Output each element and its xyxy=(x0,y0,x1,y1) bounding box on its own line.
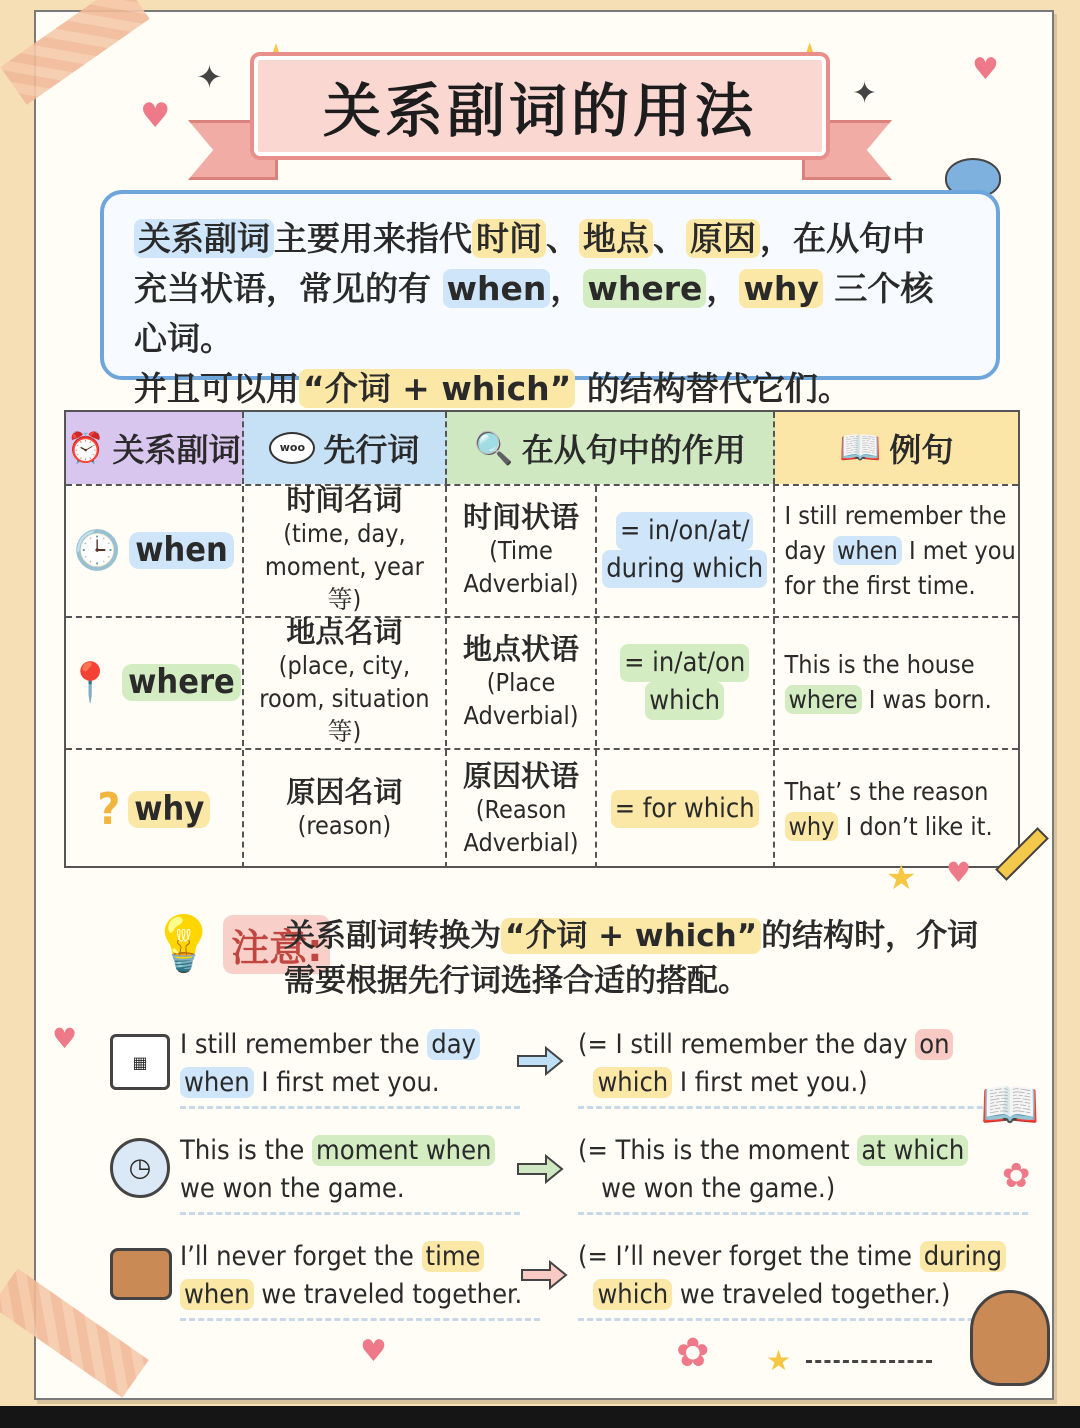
clock-icon: 🕒 xyxy=(73,527,122,572)
calendar-icon: ▦ xyxy=(110,1034,170,1090)
example-text: we won the game.) xyxy=(601,1173,836,1204)
antecedent-cn: 时间名词 xyxy=(286,483,403,517)
example-which: which xyxy=(593,1279,672,1310)
example-text: we traveled together.) xyxy=(672,1279,951,1310)
star-icon: ★ xyxy=(766,1344,792,1377)
header-function xyxy=(447,412,774,484)
cell-antecedent xyxy=(244,483,448,614)
example-text: I first met you.) xyxy=(672,1067,868,1098)
role-cn: 时间状语 xyxy=(463,499,580,534)
example-antecedent: day xyxy=(427,1029,480,1060)
header-antecedent xyxy=(244,412,448,484)
arrow-right-icon xyxy=(520,1260,568,1290)
example-2-rewrite xyxy=(578,1132,1028,1215)
intro-text: 、 xyxy=(546,219,579,258)
cell-role xyxy=(447,750,597,868)
cell-role xyxy=(447,618,597,746)
cell-adverb xyxy=(66,750,244,868)
example-text: we won the game. xyxy=(180,1173,405,1204)
example-highlight: why xyxy=(785,812,839,841)
intro-text: 、 xyxy=(653,219,686,258)
example-2-original xyxy=(180,1132,520,1215)
cell-antecedent xyxy=(244,750,448,868)
header-label: 先行词 xyxy=(323,431,420,469)
example-adverb: when xyxy=(180,1279,254,1310)
example-sentence xyxy=(785,647,1019,717)
antecedent-en: (reason) xyxy=(297,811,392,840)
heart-icon: ♥ xyxy=(946,856,972,889)
example-text: I don’t like it. xyxy=(845,812,993,841)
equivalent-b: which xyxy=(645,682,724,720)
equivalent-a: = for which xyxy=(611,790,759,828)
intro-text: 三个核心词。 xyxy=(134,269,934,358)
flower-icon: ✿ xyxy=(676,1330,710,1376)
intro-text: ， xyxy=(550,269,584,308)
star-icon: ★ xyxy=(886,858,917,898)
cell-example xyxy=(775,486,1019,614)
table-row-where xyxy=(66,616,1018,746)
antecedent-cn: 原因名词 xyxy=(286,775,403,809)
cell-adverb xyxy=(66,486,244,614)
intro-time: 时间 xyxy=(472,219,546,258)
example-text: we traveled together. xyxy=(253,1279,523,1310)
heart-icon: ♥ xyxy=(52,1022,78,1055)
intro-line-1 xyxy=(134,214,966,264)
example-sentence xyxy=(785,774,1019,844)
role-en: (Time Adverbial) xyxy=(463,535,579,598)
table-header xyxy=(66,412,1018,484)
example-text: I’ll never forget the xyxy=(180,1241,422,1272)
cell-example xyxy=(775,750,1019,868)
example-text: That’ s the reason xyxy=(784,777,989,806)
example-text: This is the house xyxy=(784,650,975,679)
note-text-part: 的结构时，介词需要根据先行词选择合适的搭配。 xyxy=(284,918,979,999)
example-preposition: on xyxy=(915,1029,953,1060)
example-adverb: when xyxy=(180,1067,254,1098)
cell-equivalent xyxy=(597,750,775,868)
example-text: I still remember the day xyxy=(784,500,1007,565)
intro-place: 地点 xyxy=(579,219,653,258)
example-highlight: when xyxy=(833,536,902,565)
antecedent-en: (place, city, room, situation等) xyxy=(259,651,430,746)
note-text-part: 关系副词转换为 xyxy=(284,918,501,954)
intro-text: 充当状语，常见的有 xyxy=(134,269,443,308)
intro-structure: “介词 + which” xyxy=(299,369,575,408)
question-mark-icon: ? xyxy=(97,783,121,835)
intro-why: why xyxy=(739,269,823,308)
table-row-why xyxy=(66,748,1018,868)
cell-example xyxy=(775,618,1019,746)
adverb-where: where xyxy=(122,664,241,701)
equivalent-b: during which xyxy=(602,550,767,588)
table-row-when xyxy=(66,484,1018,614)
arrow-right-icon xyxy=(516,1154,564,1184)
intro-text: ， xyxy=(706,269,740,308)
adverb-when: when xyxy=(129,532,234,569)
intro-text: 的结构替代它们。 xyxy=(575,369,851,408)
alarm-clock-icon: ⏰ xyxy=(67,430,105,466)
role-cn: 地点状语 xyxy=(463,631,580,666)
example-text: I still remember the xyxy=(180,1029,428,1060)
header-label: 在从句中的作用 xyxy=(521,431,746,469)
relative-adverb-table xyxy=(64,410,1020,868)
intro-text: ，在从句中 xyxy=(760,219,925,258)
page-title: 关系副词的用法 xyxy=(322,77,757,145)
magnifier-icon: 🔍 xyxy=(473,429,514,467)
example-antecedent: moment when xyxy=(312,1135,495,1166)
example-text: (= This is the moment xyxy=(578,1135,858,1166)
note-label: 注意: xyxy=(223,915,330,974)
stopwatch-icon: ◷ xyxy=(110,1138,170,1198)
antecedent-cn: 地点名词 xyxy=(286,615,403,649)
sparkle-icon: ✦ xyxy=(852,76,878,111)
arrow-right-icon xyxy=(516,1046,564,1076)
antecedent-en: (time, day, moment, year等) xyxy=(264,519,424,614)
role-en: (Place Adverbial) xyxy=(463,667,579,730)
example-1-original xyxy=(180,1026,520,1109)
example-preposition: at which xyxy=(857,1135,968,1166)
intro-box xyxy=(100,190,1000,408)
note-text xyxy=(284,914,1004,1004)
intro-when: when xyxy=(443,269,551,308)
open-book-icon: 📖 xyxy=(839,428,882,468)
heart-icon: ♥ xyxy=(360,1334,387,1369)
intro-reason: 原因 xyxy=(686,219,760,258)
header-label: 关系副词 xyxy=(112,431,241,469)
adverb-why: why xyxy=(128,791,210,828)
equivalent-a: = in/at/on xyxy=(620,644,749,682)
note-structure: “介词 + which” xyxy=(501,918,761,954)
cell-adverb xyxy=(66,618,244,746)
example-text: I first met you. xyxy=(253,1067,440,1098)
intro-where: where xyxy=(583,269,706,308)
suitcase-icon xyxy=(110,1248,172,1300)
example-antecedent: time xyxy=(422,1241,485,1272)
dashed-line xyxy=(806,1360,932,1363)
lightbulb-icon: 💡 xyxy=(150,912,218,975)
example-3-rewrite xyxy=(578,1238,1028,1321)
header-relative-adverb xyxy=(66,412,244,484)
intro-line-2 xyxy=(134,264,966,364)
bottom-bar xyxy=(0,1406,1080,1428)
example-highlight: where xyxy=(785,685,862,714)
example-preposition: during xyxy=(920,1241,1006,1272)
example-1-rewrite xyxy=(578,1026,1028,1109)
bear-icon xyxy=(970,1290,1050,1386)
intro-text: 并且可以用 xyxy=(134,369,299,408)
open-book-icon: 📖 xyxy=(980,1077,1040,1133)
intro-line-3 xyxy=(134,364,966,414)
title-banner xyxy=(250,52,830,160)
heart-icon: ♥ xyxy=(140,96,171,136)
example-text: (= I’ll never forget the time xyxy=(578,1241,920,1272)
example-which: which xyxy=(593,1067,672,1098)
example-text: I met you for the first time. xyxy=(784,535,1016,600)
equivalent-a: = in/on/at/ xyxy=(616,512,753,550)
header-example xyxy=(775,412,1018,484)
example-text: (= I still remember the day xyxy=(578,1029,916,1060)
role-cn: 原因状语 xyxy=(463,758,580,793)
cell-equivalent xyxy=(597,618,775,746)
example-3-original xyxy=(180,1238,540,1321)
cell-antecedent xyxy=(244,615,448,746)
heart-icon: ♥ xyxy=(972,52,999,87)
intro-keyword: 关系副词 xyxy=(134,219,274,258)
sparkle-icon: ✦ xyxy=(196,58,223,96)
speech-bubble-icon: woo xyxy=(269,432,315,464)
cell-equivalent xyxy=(597,486,775,614)
cell-role xyxy=(447,486,597,614)
example-sentence xyxy=(785,498,1019,603)
example-text: This is the xyxy=(180,1135,313,1166)
role-en: (Reason Adverbial) xyxy=(463,794,579,857)
intro-text: 主要用来指代 xyxy=(274,219,472,258)
map-pin-icon: 📍 xyxy=(66,659,115,704)
flower-icon: ✿ xyxy=(1002,1156,1031,1196)
header-label: 例句 xyxy=(889,431,954,469)
example-text: I was born. xyxy=(868,685,992,714)
